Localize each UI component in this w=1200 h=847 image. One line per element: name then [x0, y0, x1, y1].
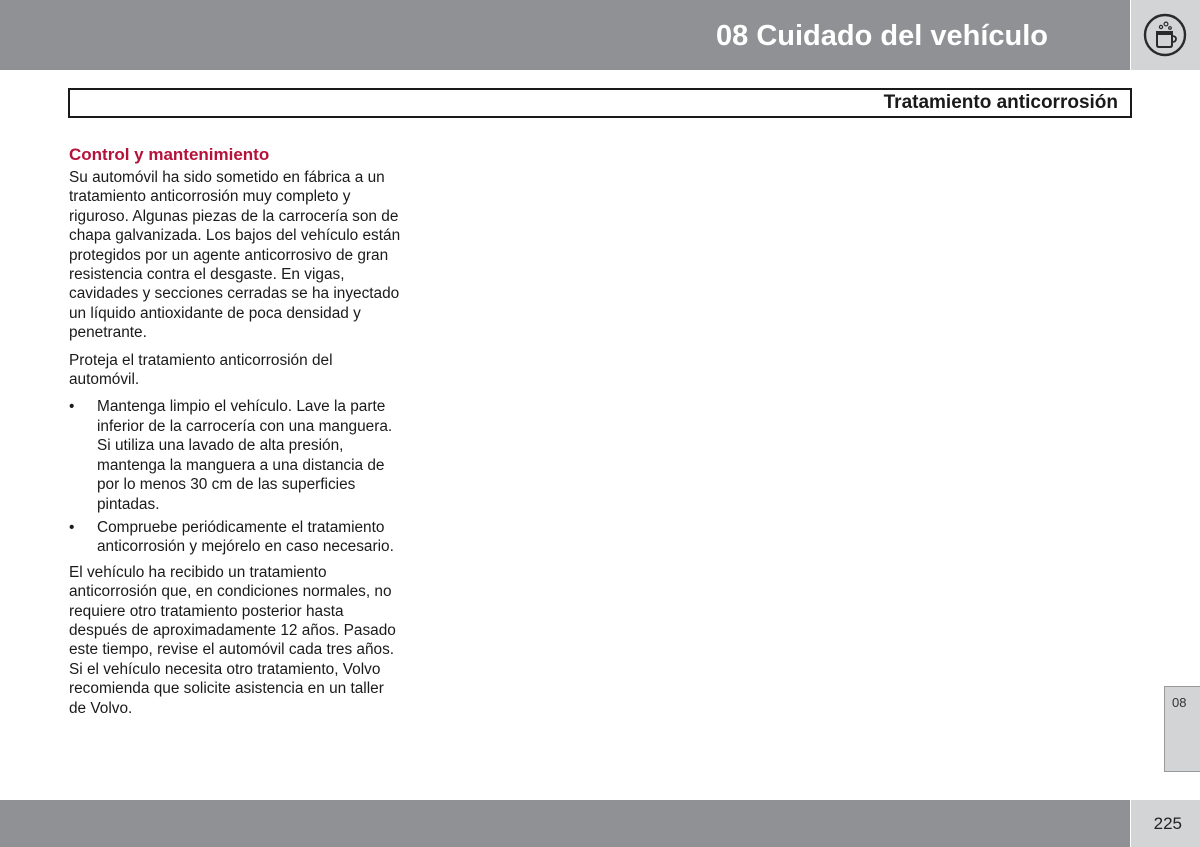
main-text-column: [69, 144, 402, 726]
bullet-icon: •: [69, 398, 75, 416]
paragraph-duration: El vehículo ha recibido un tratamiento anticorrosión que, en condiciones normales, no requiere otro tratamiento posterior hasta después de aproximadamente 12 años. Pasado este tiempo, revise el automóvil cada tres años. Si el vehículo necesita otro tratamiento, Volvo recomienda que solicite asistencia en un taller de Volvo.: [69, 563, 396, 717]
paragraph-protect: Proteja el tratamiento anticorrosión del automóvil.: [69, 351, 333, 389]
paragraph-intro: Su automóvil ha sido sometido en fábrica a un tratamiento anticorrosión muy completo y riguroso. Algunas piezas de la carrocería son de chapa galvanizada. Los bajos del vehículo están protegidos por un agente anticorrosivo de gran resistencia contra el desgaste. En vigas, cavidades y secciones cerradas se ha inyectado un líquido antioxidante de poca densidad y penetrante.: [69, 169, 401, 342]
footer-bar: [0, 800, 1130, 847]
car-care-icon: [1141, 12, 1189, 58]
page-number-box: [1131, 800, 1200, 847]
chapter-side-tab: [1164, 686, 1200, 772]
chapter-icon-box: [1131, 0, 1200, 70]
header-bar: [0, 0, 1130, 70]
chapter-title: 08 Cuidado del vehículo: [716, 20, 1048, 52]
list-item: [69, 397, 402, 513]
side-tab-label: 08: [1172, 695, 1187, 710]
section-title-box: [68, 88, 1132, 118]
list-item-text: Compruebe periódicamente el tratamiento anticorrosión y mejórelo en caso necesario.: [97, 518, 394, 556]
bullet-icon: •: [69, 518, 75, 536]
list-item: [69, 518, 402, 557]
page-number: 225: [1153, 814, 1182, 833]
section-title: Tratamiento anticorrosión: [883, 92, 1118, 113]
content-heading: Control y mantenimiento: [69, 145, 270, 164]
list-item-text: Mantenga limpio el vehículo. Lave la parte inferior de la carrocería con una manguera. Si utiliza una lavado de alta presión, mantenga la manguera a una distancia de por lo menos 30 cm de las superficies pintadas.: [97, 398, 393, 513]
bullet-list: [69, 397, 402, 556]
